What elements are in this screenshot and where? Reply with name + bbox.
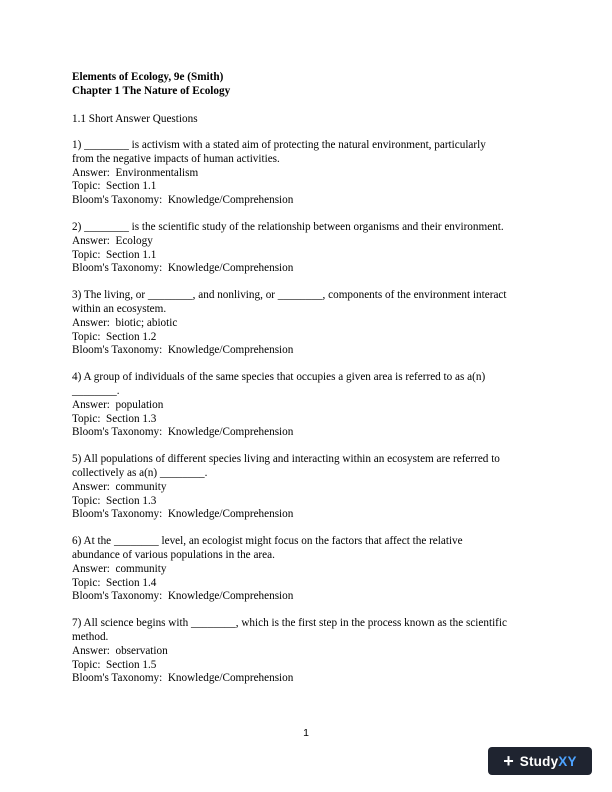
topic: Topic: Section 1.4	[72, 576, 157, 589]
question-text: 1) ________ is activism with a stated aim of protecting the natural environment, particularly	[72, 139, 486, 151]
question-5	[72, 453, 552, 522]
question-text-cont: from the negative impacts of human activities.	[72, 152, 280, 165]
document-title: Elements of Ecology, 9e (Smith)	[72, 71, 224, 83]
answer: Answer: community	[72, 562, 167, 575]
topic: Topic: Section 1.3	[72, 494, 157, 507]
plus-icon: +	[503, 751, 514, 771]
answer: Answer: community	[72, 480, 167, 493]
document-page	[72, 70, 552, 686]
question-text: 2) ________ is the scientific study of the relationship between organisms and their environment.	[72, 220, 504, 233]
question-6	[72, 535, 552, 604]
brand-name	[520, 754, 577, 769]
question-4	[72, 371, 552, 440]
question-text-cont: ________.	[72, 384, 120, 397]
chapter-title: Chapter 1 The Nature of Ecology	[72, 85, 231, 97]
question-text-cont: within an ecosystem.	[72, 302, 167, 315]
answer: Answer: Environmentalism	[72, 166, 199, 179]
answer: Answer: Ecology	[72, 234, 153, 247]
answer: Answer: population	[72, 398, 164, 411]
blooms-taxonomy: Bloom's Taxonomy: Knowledge/Comprehension	[72, 590, 294, 603]
brand-name-accent: XY	[558, 753, 577, 769]
question-2	[72, 221, 552, 276]
topic: Topic: Section 1.3	[72, 412, 157, 425]
topic: Topic: Section 1.5	[72, 658, 157, 671]
blooms-taxonomy: Bloom's Taxonomy: Knowledge/Comprehension	[72, 508, 294, 521]
question-1	[72, 139, 552, 208]
topic: Topic: Section 1.1	[72, 248, 157, 261]
question-3	[72, 289, 552, 358]
blooms-taxonomy: Bloom's Taxonomy: Knowledge/Comprehension	[72, 344, 294, 357]
blooms-taxonomy: Bloom's Taxonomy: Knowledge/Comprehension	[72, 262, 294, 275]
answer: Answer: observation	[72, 644, 168, 657]
studyxy-logo[interactable]	[488, 747, 592, 775]
brand-name-main: Study	[519, 753, 559, 769]
topic: Topic: Section 1.1	[72, 180, 157, 193]
question-text: 6) At the ________ level, an ecologist might focus on the factors that affect the relative	[72, 535, 463, 548]
question-text: 5) All populations of different species living and interacting within an ecosystem are referred to	[72, 453, 500, 466]
page-number: 1	[303, 727, 309, 739]
question-text-cont: abundance of various populations in the area.	[72, 548, 275, 561]
question-text-cont: collectively as a(n) ________.	[72, 466, 208, 479]
question-text: 7) All science begins with ________, which is the first step in the process known as the scientific	[72, 617, 507, 630]
question-text-cont: method.	[72, 630, 109, 643]
topic: Topic: Section 1.2	[72, 330, 157, 343]
question-text: 4) A group of individuals of the same species that occupies a given area is referred to as a(n)	[72, 371, 486, 384]
section-title: 1.1 Short Answer Questions	[72, 113, 198, 125]
blooms-taxonomy: Bloom's Taxonomy: Knowledge/Comprehension	[72, 194, 294, 207]
blooms-taxonomy: Bloom's Taxonomy: Knowledge/Comprehension	[72, 426, 294, 439]
blooms-taxonomy: Bloom's Taxonomy: Knowledge/Comprehension	[72, 672, 294, 685]
question-7	[72, 617, 552, 686]
answer: Answer: biotic; abiotic	[72, 316, 178, 329]
question-text: 3) The living, or ________, and nonliving, or ________, components of the environment interact	[72, 289, 507, 302]
